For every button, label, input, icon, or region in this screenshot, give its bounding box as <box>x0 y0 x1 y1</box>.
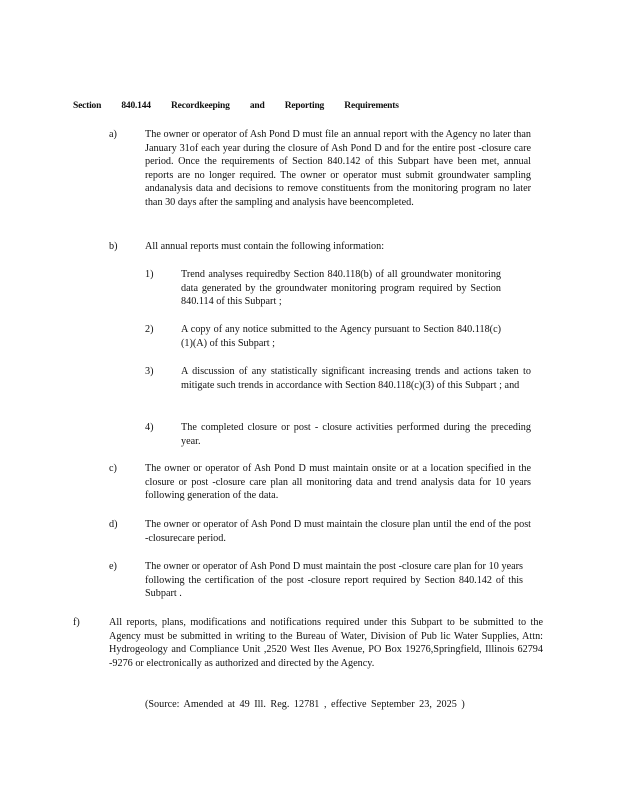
subsection-b-label: b) <box>109 241 118 252</box>
source-note: (Source: Amended at 49 Ill. Reg. 12781 , effective September 23, 2025 ) <box>145 699 465 710</box>
subsection-b-item-2-text: A copy of any notice submitted to the Agency pursuant to Section 840.118(c)(1)(A) of this Subpart ; <box>181 324 501 349</box>
subsection-b-item-4-label: 4) <box>145 422 154 433</box>
subsection-b-item-3-label: 3) <box>145 366 154 377</box>
section-word: Section <box>73 101 102 111</box>
subsection-f-label: f) <box>73 617 80 628</box>
subsection-b-item-2-label: 2) <box>145 324 154 335</box>
subsection-b-item-3-text: A discussion of any statistically significant increasing trends and actions taken to mitigate such trends in accordance with Section 840.118(c)(3) of this Subpart ; and <box>181 366 531 391</box>
subsection-a-text: The owner or operator of Ash Pond D must file an annual report with the Agency no later than January 31of each year during the closure of Ash Pond D and for the entire post -closure care period. Once the requirements of Section 840.142 of this Subpart have been met, annual reports are no longer required. The owner or operator must submit groundwater sampling andanalysis data and decisions to remove constituents from the monitoring program no later than 30 days after the sampling and analysis have beencompleted. <box>145 129 531 208</box>
subsection-d-label: d) <box>109 519 118 530</box>
subsection-f-text: All reports, plans, modifications and notifications required under this Subpart to be submitted to the Agency must be submitted in writing to the Bureau of Water, Division of Pub lic Water Supplies, Attn: Hydrogeology and Compliance Unit ,2520 West Iles Avenue, PO Box 19276,Springfield, Illinois 62794 -9276 or electronically as authorized and directed by the Agency. <box>109 617 543 669</box>
subsection-e-label: e) <box>109 561 117 572</box>
subsection-d-text: The owner or operator of Ash Pond D must maintain the closure plan until the end of the post -closurecare period. <box>145 519 531 544</box>
subsection-c-label: c) <box>109 463 117 474</box>
subsection-b-item-1-label: 1) <box>145 269 154 280</box>
subsection-e-text: The owner or operator of Ash Pond D must maintain the post -closure care plan for 10 years following the certification of the post -closure report required by Section 840.142 of this Subpart . <box>145 561 523 600</box>
section-number: 840.144 <box>121 101 151 111</box>
subsection-b-text: All annual reports must contain the following information: <box>145 241 385 252</box>
subsection-b-item-4-text: The completed closure or post - closure activities performed during the preceding year. <box>181 422 531 447</box>
section-title-word-4: Requirements <box>344 101 399 111</box>
section-title-word-3: Reporting <box>284 101 325 111</box>
subsection-b-item-1-text: Trend analyses requiredby Section 840.118(b) of all groundwater monitoring data generated by the groundwater monitoring program required by Section 840.114 of this Subpart ; <box>181 269 501 308</box>
subsection-c-text: The owner or operator of Ash Pond D must maintain onsite or at a location specified in the closure or post -closure care plan all monitoring data and trend analysis data for 10 years following generation of the data. <box>145 463 531 502</box>
subsection-a-label: a) <box>109 129 117 140</box>
section-heading <box>73 101 417 111</box>
section-title-word-2: and <box>249 101 265 111</box>
section-title-word-1: Recordkeeping <box>171 101 230 111</box>
